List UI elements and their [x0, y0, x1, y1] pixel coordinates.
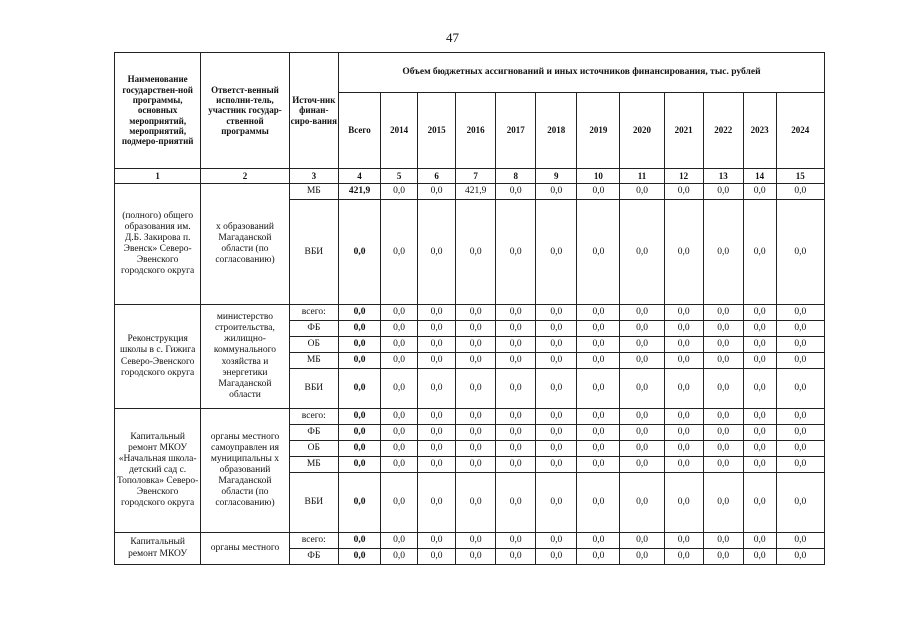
- year-value-cell: 0,0: [664, 369, 703, 409]
- year-value-cell: 0,0: [577, 473, 620, 533]
- table-row: [115, 305, 825, 321]
- year-value-cell: 0,0: [620, 533, 664, 549]
- year-value-cell: 0,0: [664, 425, 703, 441]
- column-number: 7: [456, 169, 496, 184]
- year-value-cell: 0,0: [536, 441, 577, 457]
- year-value-cell: 0,0: [577, 533, 620, 549]
- year-value-cell: 0,0: [418, 549, 456, 565]
- year-value-cell: 0,0: [577, 441, 620, 457]
- total-cell: 0,0: [338, 369, 380, 409]
- year-value-cell: 0,0: [577, 200, 620, 305]
- year-value-cell: 0,0: [620, 337, 664, 353]
- year-value-cell: 0,0: [776, 321, 824, 337]
- year-value-cell: 0,0: [743, 533, 776, 549]
- year-value-cell: 0,0: [577, 353, 620, 369]
- year-value-cell: 0,0: [664, 184, 703, 200]
- year-value-cell: 0,0: [664, 441, 703, 457]
- year-value-cell: 0,0: [577, 425, 620, 441]
- source-cell: МБ: [289, 184, 338, 200]
- source-cell: всего:: [289, 305, 338, 321]
- year-value-cell: 0,0: [776, 457, 824, 473]
- year-value-cell: 0,0: [536, 305, 577, 321]
- year-value-cell: 0,0: [664, 473, 703, 533]
- year-value-cell: 0,0: [743, 473, 776, 533]
- year-value-cell: 0,0: [456, 369, 496, 409]
- budget-table: [114, 52, 825, 565]
- year-value-cell: 0,0: [703, 441, 743, 457]
- year-value-cell: 0,0: [536, 549, 577, 565]
- year-value-cell: 0,0: [620, 321, 664, 337]
- year-value-cell: 0,0: [743, 184, 776, 200]
- year-value-cell: 0,0: [703, 369, 743, 409]
- year-value-cell: 0,0: [381, 409, 418, 425]
- year-value-cell: 0,0: [776, 305, 824, 321]
- year-value-cell: 0,0: [620, 369, 664, 409]
- year-value-cell: 0,0: [496, 533, 536, 549]
- year-value-cell: 0,0: [743, 321, 776, 337]
- year-value-cell: 0,0: [703, 305, 743, 321]
- year-value-cell: 0,0: [456, 425, 496, 441]
- column-number: 6: [418, 169, 456, 184]
- source-cell: ВБИ: [289, 200, 338, 305]
- year-value-cell: 0,0: [776, 425, 824, 441]
- year-value-cell: 0,0: [620, 549, 664, 565]
- year-value-cell: 0,0: [577, 369, 620, 409]
- column-number: 5: [381, 169, 418, 184]
- year-value-cell: 0,0: [703, 425, 743, 441]
- year-value-cell: 0,0: [381, 337, 418, 353]
- year-value-cell: 0,0: [577, 457, 620, 473]
- year-value-cell: 0,0: [664, 353, 703, 369]
- header-year: 2023: [743, 93, 776, 169]
- header-year: 2019: [577, 93, 620, 169]
- year-value-cell: 0,0: [496, 473, 536, 533]
- year-value-cell: 0,0: [776, 337, 824, 353]
- column-number: 8: [496, 169, 536, 184]
- header-total: Всего: [338, 93, 380, 169]
- year-value-cell: 0,0: [664, 200, 703, 305]
- program-name-cell: Реконструкция школы в с. Гижига Северо-Эвенского городского округа: [115, 305, 201, 409]
- year-value-cell: 0,0: [496, 425, 536, 441]
- executor-cell: органы местного самоуправлен ия муниципальны х образований Магаданской области (по согласованию): [201, 409, 289, 533]
- header-year: 2015: [418, 93, 456, 169]
- year-value-cell: 0,0: [743, 549, 776, 565]
- column-number: 14: [743, 169, 776, 184]
- year-value-cell: 0,0: [703, 549, 743, 565]
- year-value-cell: 0,0: [743, 305, 776, 321]
- year-value-cell: 0,0: [496, 457, 536, 473]
- total-cell: 0,0: [338, 473, 380, 533]
- year-value-cell: 0,0: [536, 184, 577, 200]
- year-value-cell: 0,0: [743, 441, 776, 457]
- header-year: 2021: [664, 93, 703, 169]
- year-value-cell: 0,0: [703, 457, 743, 473]
- year-value-cell: 0,0: [620, 457, 664, 473]
- header-year: 2017: [496, 93, 536, 169]
- year-value-cell: 0,0: [776, 369, 824, 409]
- year-value-cell: 0,0: [743, 200, 776, 305]
- year-value-cell: 0,0: [381, 321, 418, 337]
- source-cell: всего:: [289, 409, 338, 425]
- year-value-cell: 0,0: [620, 425, 664, 441]
- table-body: [115, 184, 825, 565]
- page-number: 47: [446, 30, 459, 45]
- year-value-cell: 0,0: [536, 533, 577, 549]
- total-cell: 0,0: [338, 425, 380, 441]
- year-value-cell: 0,0: [456, 321, 496, 337]
- year-value-cell: 0,0: [381, 353, 418, 369]
- year-value-cell: 0,0: [536, 200, 577, 305]
- year-value-cell: 0,0: [577, 305, 620, 321]
- total-cell: 0,0: [338, 200, 380, 305]
- year-value-cell: 0,0: [620, 200, 664, 305]
- header-volume: Объем бюджетных ассигнований и иных источников финансирования, тыс. рублей: [338, 53, 824, 93]
- year-value-cell: 0,0: [418, 337, 456, 353]
- year-value-cell: 0,0: [418, 457, 456, 473]
- year-value-cell: 0,0: [418, 305, 456, 321]
- year-value-cell: 0,0: [536, 473, 577, 533]
- year-value-cell: 0,0: [418, 425, 456, 441]
- year-value-cell: 421,9: [456, 184, 496, 200]
- year-value-cell: 0,0: [418, 533, 456, 549]
- column-number: 11: [620, 169, 664, 184]
- year-value-cell: 0,0: [664, 337, 703, 353]
- year-value-cell: 0,0: [664, 457, 703, 473]
- year-value-cell: 0,0: [620, 305, 664, 321]
- header-program: Наименование государствен-ной программы, основных мероприятий, мероприятий, подмеро-приятий: [115, 53, 201, 169]
- total-cell: 0,0: [338, 441, 380, 457]
- year-value-cell: 0,0: [743, 457, 776, 473]
- program-name-cell: (полного) общего образования им. Д.Б. Закирова п. Эвенск» Северо-Эвенского городского округа: [115, 184, 201, 305]
- column-number: 15: [776, 169, 824, 184]
- source-cell: ОБ: [289, 337, 338, 353]
- year-value-cell: 0,0: [456, 305, 496, 321]
- year-value-cell: 0,0: [577, 549, 620, 565]
- year-value-cell: 0,0: [496, 184, 536, 200]
- year-value-cell: 0,0: [418, 353, 456, 369]
- year-value-cell: 0,0: [664, 533, 703, 549]
- year-value-cell: 0,0: [703, 337, 743, 353]
- total-cell: 0,0: [338, 305, 380, 321]
- year-value-cell: 0,0: [456, 337, 496, 353]
- total-cell: 0,0: [338, 353, 380, 369]
- year-value-cell: 0,0: [536, 369, 577, 409]
- source-cell: МБ: [289, 457, 338, 473]
- column-number-row: [115, 169, 825, 184]
- year-value-cell: 0,0: [381, 533, 418, 549]
- year-value-cell: 0,0: [536, 353, 577, 369]
- year-value-cell: 0,0: [664, 321, 703, 337]
- year-value-cell: 0,0: [743, 369, 776, 409]
- year-value-cell: 0,0: [418, 200, 456, 305]
- header-year: 2022: [703, 93, 743, 169]
- executor-cell: х образований Магаданской области (по согласованию): [201, 184, 289, 305]
- total-cell: 0,0: [338, 337, 380, 353]
- total-cell: 421,9: [338, 184, 380, 200]
- executor-cell: органы местного: [201, 533, 289, 565]
- year-value-cell: 0,0: [577, 184, 620, 200]
- header-source: Источ-ник финан-сиро-вания: [289, 53, 338, 169]
- year-value-cell: 0,0: [536, 321, 577, 337]
- year-value-cell: 0,0: [456, 353, 496, 369]
- program-name-cell: Капитальный ремонт МКОУ: [115, 533, 201, 565]
- year-value-cell: 0,0: [496, 441, 536, 457]
- year-value-cell: 0,0: [776, 353, 824, 369]
- executor-cell: министерство строительства, жилищно-коммунального хозяйства и энергетики Магаданской области: [201, 305, 289, 409]
- year-value-cell: 0,0: [496, 200, 536, 305]
- year-value-cell: 0,0: [577, 321, 620, 337]
- year-value-cell: 0,0: [743, 353, 776, 369]
- header-year: 2024: [776, 93, 824, 169]
- year-value-cell: 0,0: [456, 457, 496, 473]
- year-value-cell: 0,0: [620, 353, 664, 369]
- total-cell: 0,0: [338, 549, 380, 565]
- year-value-cell: 0,0: [418, 369, 456, 409]
- year-value-cell: 0,0: [577, 337, 620, 353]
- year-value-cell: 0,0: [381, 441, 418, 457]
- year-value-cell: 0,0: [456, 441, 496, 457]
- year-value-cell: 0,0: [776, 409, 824, 425]
- total-cell: 0,0: [338, 533, 380, 549]
- year-value-cell: 0,0: [418, 321, 456, 337]
- header-year: 2018: [536, 93, 577, 169]
- year-value-cell: 0,0: [418, 409, 456, 425]
- header-executor: Ответст-венный исполни-тель, участник государ-ственной программы: [201, 53, 289, 169]
- year-value-cell: 0,0: [536, 409, 577, 425]
- total-cell: 0,0: [338, 321, 380, 337]
- source-cell: ФБ: [289, 549, 338, 565]
- year-value-cell: 0,0: [776, 473, 824, 533]
- year-value-cell: 0,0: [620, 184, 664, 200]
- year-value-cell: 0,0: [418, 184, 456, 200]
- source-cell: ВБИ: [289, 473, 338, 533]
- year-value-cell: 0,0: [381, 200, 418, 305]
- year-value-cell: 0,0: [703, 321, 743, 337]
- year-value-cell: 0,0: [776, 533, 824, 549]
- year-value-cell: 0,0: [381, 457, 418, 473]
- year-value-cell: 0,0: [381, 184, 418, 200]
- year-value-cell: 0,0: [703, 409, 743, 425]
- source-cell: ФБ: [289, 425, 338, 441]
- header-year: 2014: [381, 93, 418, 169]
- source-cell: всего:: [289, 533, 338, 549]
- year-value-cell: 0,0: [620, 473, 664, 533]
- year-value-cell: 0,0: [456, 549, 496, 565]
- year-value-cell: 0,0: [664, 549, 703, 565]
- total-cell: 0,0: [338, 457, 380, 473]
- column-number: 9: [536, 169, 577, 184]
- year-value-cell: 0,0: [381, 549, 418, 565]
- year-value-cell: 0,0: [418, 473, 456, 533]
- year-value-cell: 0,0: [536, 425, 577, 441]
- year-value-cell: 0,0: [381, 425, 418, 441]
- year-value-cell: 0,0: [743, 425, 776, 441]
- year-value-cell: 0,0: [496, 549, 536, 565]
- year-value-cell: 0,0: [536, 337, 577, 353]
- column-number: 13: [703, 169, 743, 184]
- year-value-cell: 0,0: [620, 409, 664, 425]
- year-value-cell: 0,0: [664, 409, 703, 425]
- year-value-cell: 0,0: [776, 200, 824, 305]
- year-value-cell: 0,0: [456, 533, 496, 549]
- header-year: 2016: [456, 93, 496, 169]
- table-row: [115, 409, 825, 425]
- year-value-cell: 0,0: [703, 353, 743, 369]
- table-row: [115, 184, 825, 200]
- year-value-cell: 0,0: [703, 533, 743, 549]
- year-value-cell: 0,0: [496, 305, 536, 321]
- year-value-cell: 0,0: [620, 441, 664, 457]
- year-value-cell: 0,0: [776, 184, 824, 200]
- year-value-cell: 0,0: [381, 473, 418, 533]
- header-year: 2020: [620, 93, 664, 169]
- table-row: [115, 533, 825, 549]
- year-value-cell: 0,0: [496, 353, 536, 369]
- year-value-cell: 0,0: [418, 441, 456, 457]
- year-value-cell: 0,0: [456, 473, 496, 533]
- column-number: 10: [577, 169, 620, 184]
- year-value-cell: 0,0: [776, 549, 824, 565]
- year-value-cell: 0,0: [536, 457, 577, 473]
- source-cell: ОБ: [289, 441, 338, 457]
- total-cell: 0,0: [338, 409, 380, 425]
- column-number: 1: [115, 169, 201, 184]
- column-number: 4: [338, 169, 380, 184]
- year-value-cell: 0,0: [703, 184, 743, 200]
- year-value-cell: 0,0: [496, 321, 536, 337]
- column-number: 12: [664, 169, 703, 184]
- column-number: 3: [289, 169, 338, 184]
- year-value-cell: 0,0: [703, 200, 743, 305]
- year-value-cell: 0,0: [743, 409, 776, 425]
- source-cell: ВБИ: [289, 369, 338, 409]
- year-value-cell: 0,0: [496, 409, 536, 425]
- year-value-cell: 0,0: [776, 441, 824, 457]
- year-value-cell: 0,0: [381, 369, 418, 409]
- year-value-cell: 0,0: [577, 409, 620, 425]
- year-value-cell: 0,0: [381, 305, 418, 321]
- column-number: 2: [201, 169, 289, 184]
- year-value-cell: 0,0: [743, 337, 776, 353]
- year-value-cell: 0,0: [496, 369, 536, 409]
- year-value-cell: 0,0: [496, 337, 536, 353]
- program-name-cell: Капитальный ремонт МКОУ «Начальная школа-детский сад с. Тополовка» Северо-Эвенского городского округа: [115, 409, 201, 533]
- year-value-cell: 0,0: [456, 200, 496, 305]
- year-value-cell: 0,0: [664, 305, 703, 321]
- source-cell: МБ: [289, 353, 338, 369]
- source-cell: ФБ: [289, 321, 338, 337]
- year-value-cell: 0,0: [703, 473, 743, 533]
- year-value-cell: 0,0: [456, 409, 496, 425]
